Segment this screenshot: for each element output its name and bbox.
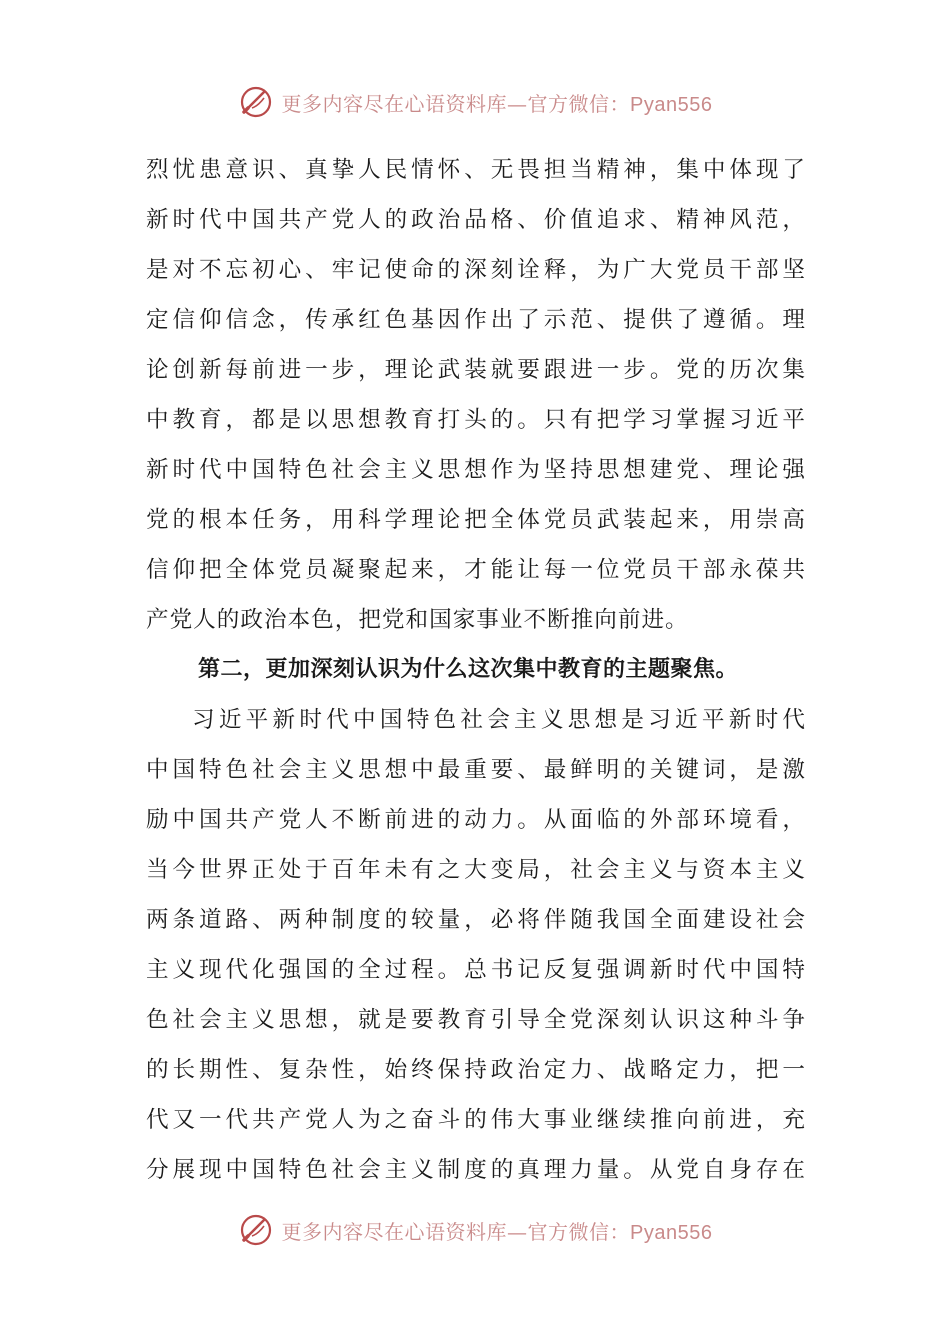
text-line: 新时代中国共产党人的政治品格、价值追求、精神风范， [146,207,806,233]
text-line: 分展现中国特色社会主义制度的真理力量。从党自身存在 [146,1157,806,1183]
text-line: 是对不忘初心、牢记使命的深刻诠释，为广大党员干部坚 [146,257,806,283]
text-line: 励中国共产党人不断前进的动力。从面临的外部环境看， [146,807,806,833]
text-line: 中教育，都是以思想教育打头的。只有把学习掌握习近平 [146,407,806,433]
text-line: 两条道路、两种制度的较量，必将伴随我国全面建设社会 [146,907,806,933]
text-line: 党的根本任务，用科学理论把全体党员武装起来，用崇高 [146,507,806,533]
text-line: 烈忧患意识、真挚人民情怀、无畏担当精神，集中体现了 [146,157,806,183]
text-line: 论创新每前进一步，理论武装就要跟进一步。党的历次集 [146,357,806,383]
text-line: 新时代中国特色社会主义思想作为坚持思想建党、理论强 [146,457,806,483]
pen-circle-logo-icon [238,84,274,120]
text-line: 的长期性、复杂性，始终保持政治定力、战略定力，把一 [146,1057,806,1083]
text-line: 主义现代化强国的全过程。总书记反复强调新时代中国特 [146,957,806,983]
document-body [146,145,806,1195]
text-line: 中国特色社会主义思想中最重要、最鲜明的关键词，是激 [146,757,806,783]
banner-text: 更多内容尽在心语资料库—官方微信：Pyan556 [281,1219,713,1244]
text-line: 色社会主义思想，就是要教育引导全党深刻认识这种斗争 [146,1007,806,1033]
text-line: 习近平新时代中国特色社会主义思想是习近平新时代 [192,707,806,733]
section-heading: 第二，更加深刻认识为什么这次集中教育的主题聚焦。 [198,657,739,682]
wechat-handle: Pyan556 [630,1221,713,1244]
text-line: 信仰把全体党员凝聚起来，才能让每一位党员干部永葆共 [146,557,806,583]
pen-circle-logo-icon [238,1212,274,1248]
banner-text: 更多内容尽在心语资料库—官方微信：Pyan556 [281,91,713,116]
wechat-handle: Pyan556 [630,93,713,116]
text-line: 当今世界正处于百年未有之大变局，社会主义与资本主义 [146,857,806,883]
text-line: 代又一代共产党人为之奋斗的伟大事业继续推向前进，充 [146,1107,806,1133]
footer-banner [0,1208,950,1252]
text-line: 产党人的政治本色，把党和国家事业不断推向前进。 [146,607,689,633]
text-line: 定信仰信念，传承红色基因作出了示范、提供了遵循。理 [146,307,806,333]
header-banner [0,80,950,124]
